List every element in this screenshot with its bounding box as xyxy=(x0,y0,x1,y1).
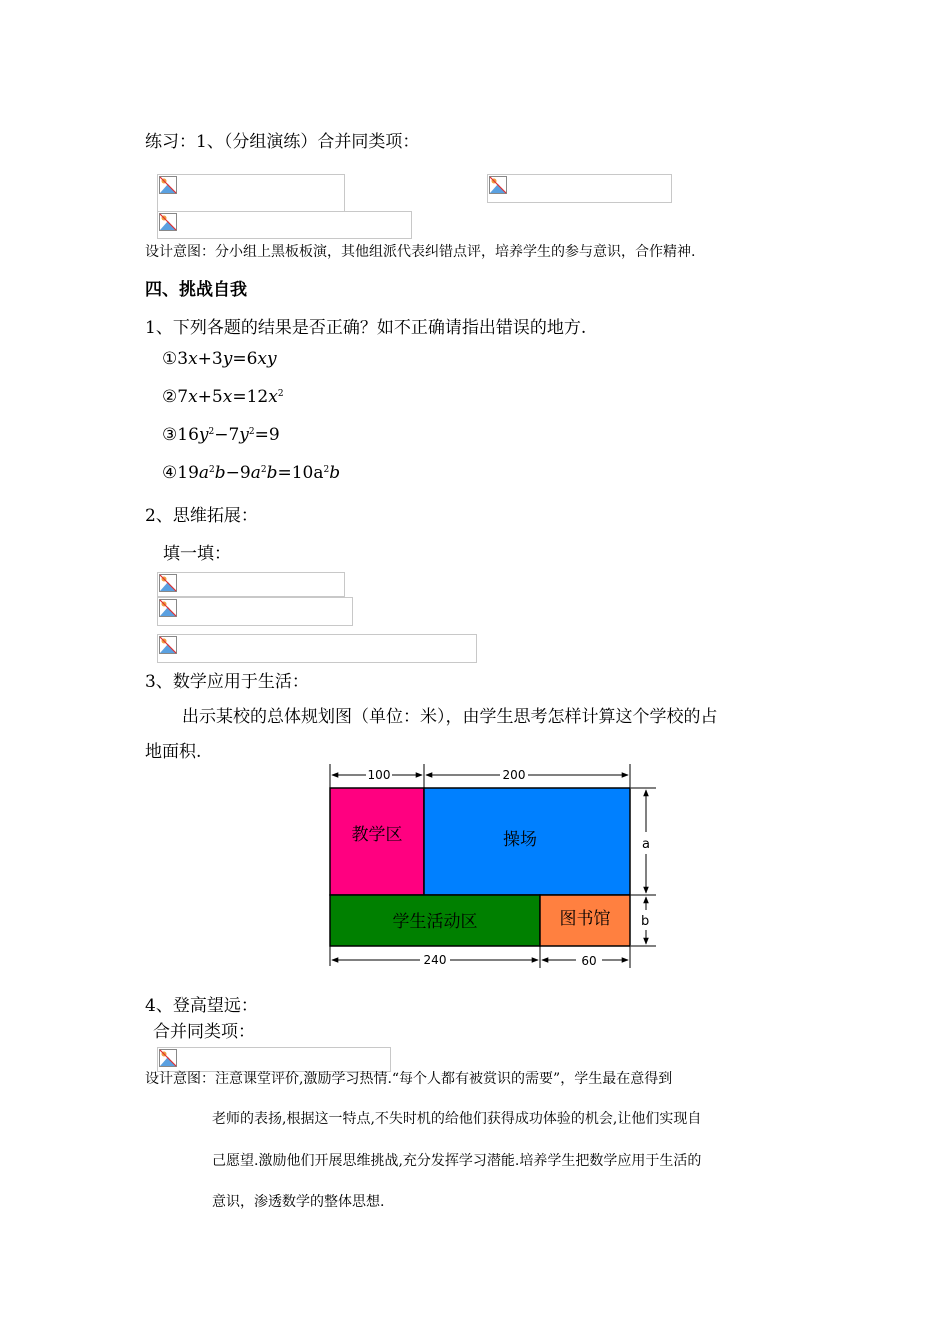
broken-image-icon xyxy=(159,1049,177,1067)
design-intent-2-line3: 己愿望.激励他们开展思维挑战,充分发挥学习潜能.培养学生把数学应用于生活的 xyxy=(212,1153,702,1169)
formula-image-4 xyxy=(157,572,345,597)
question-4-sub: 合并同类项： xyxy=(153,1022,255,1042)
design-intent-2-line2: 老师的表扬,根据这一特点,不失时机的给他们获得成功体验的机会,让他们实现自 xyxy=(212,1111,702,1127)
section-title: 四、挑战自我 xyxy=(145,280,247,300)
question-3: 3、数学应用于生活： xyxy=(145,672,309,692)
question-1: 1、下列各题的结果是否正确？如不正确请指出错误的地方. xyxy=(145,318,587,338)
dim-label-b: b xyxy=(641,914,650,929)
dim-label-200: 200 xyxy=(502,768,526,782)
item-3: $③16y^2-7y^2=9$ xyxy=(162,425,280,445)
question-3-text-line1: 出示某校的总体规划图（单位：米），由学生思考怎样计算这个学校的占 xyxy=(182,707,718,727)
item-2: $②7x+5x=12x^2$ xyxy=(162,387,284,407)
broken-image-icon xyxy=(159,213,177,231)
design-intent-2-line1: 设计意图：注意课堂评价,激励学习热情.“每个人都有被赏识的需要”，学生最在意得到 xyxy=(145,1071,673,1087)
broken-image-icon xyxy=(159,599,177,617)
item-4: $④19a^2b-9a^2b=10a^2b$ xyxy=(162,463,341,483)
fill-label: 填一填： xyxy=(163,544,231,564)
question-2: 2、思维拓展： xyxy=(145,506,258,526)
item-1: ①3x+3y=6xy xyxy=(162,349,277,369)
school-plan-diagram xyxy=(320,760,660,972)
broken-image-icon xyxy=(159,636,177,654)
broken-image-icon xyxy=(489,176,507,194)
label-teaching: 教学区 xyxy=(351,825,403,845)
question-4: 4、登高望远： xyxy=(145,996,258,1016)
formula-image-6 xyxy=(157,634,477,663)
question-3-text-line2: 地面积. xyxy=(145,742,202,762)
dim-label-240: 240 xyxy=(423,953,447,967)
dim-label-a: a xyxy=(642,837,650,852)
formula-image-2 xyxy=(487,174,672,203)
broken-image-icon xyxy=(159,574,177,592)
design-intent-2-line4: 意识，渗透数学的整体思想. xyxy=(212,1194,385,1210)
design-intent-1: 设计意图：分小组上黑板板演，其他组派代表纠错点评，培养学生的参与意识，合作精神. xyxy=(145,244,696,260)
formula-image-3 xyxy=(157,211,412,239)
broken-image-icon xyxy=(159,176,177,194)
formula-image-5 xyxy=(157,597,353,626)
dim-label-60: 60 xyxy=(581,954,597,968)
practice-heading: 练习：1、（分组演练）合并同类项： xyxy=(145,132,420,152)
dim-label-100: 100 xyxy=(367,768,391,782)
label-activity: 学生活动区 xyxy=(392,912,478,932)
label-playground: 操场 xyxy=(503,830,537,850)
label-library: 图书馆 xyxy=(559,909,611,929)
